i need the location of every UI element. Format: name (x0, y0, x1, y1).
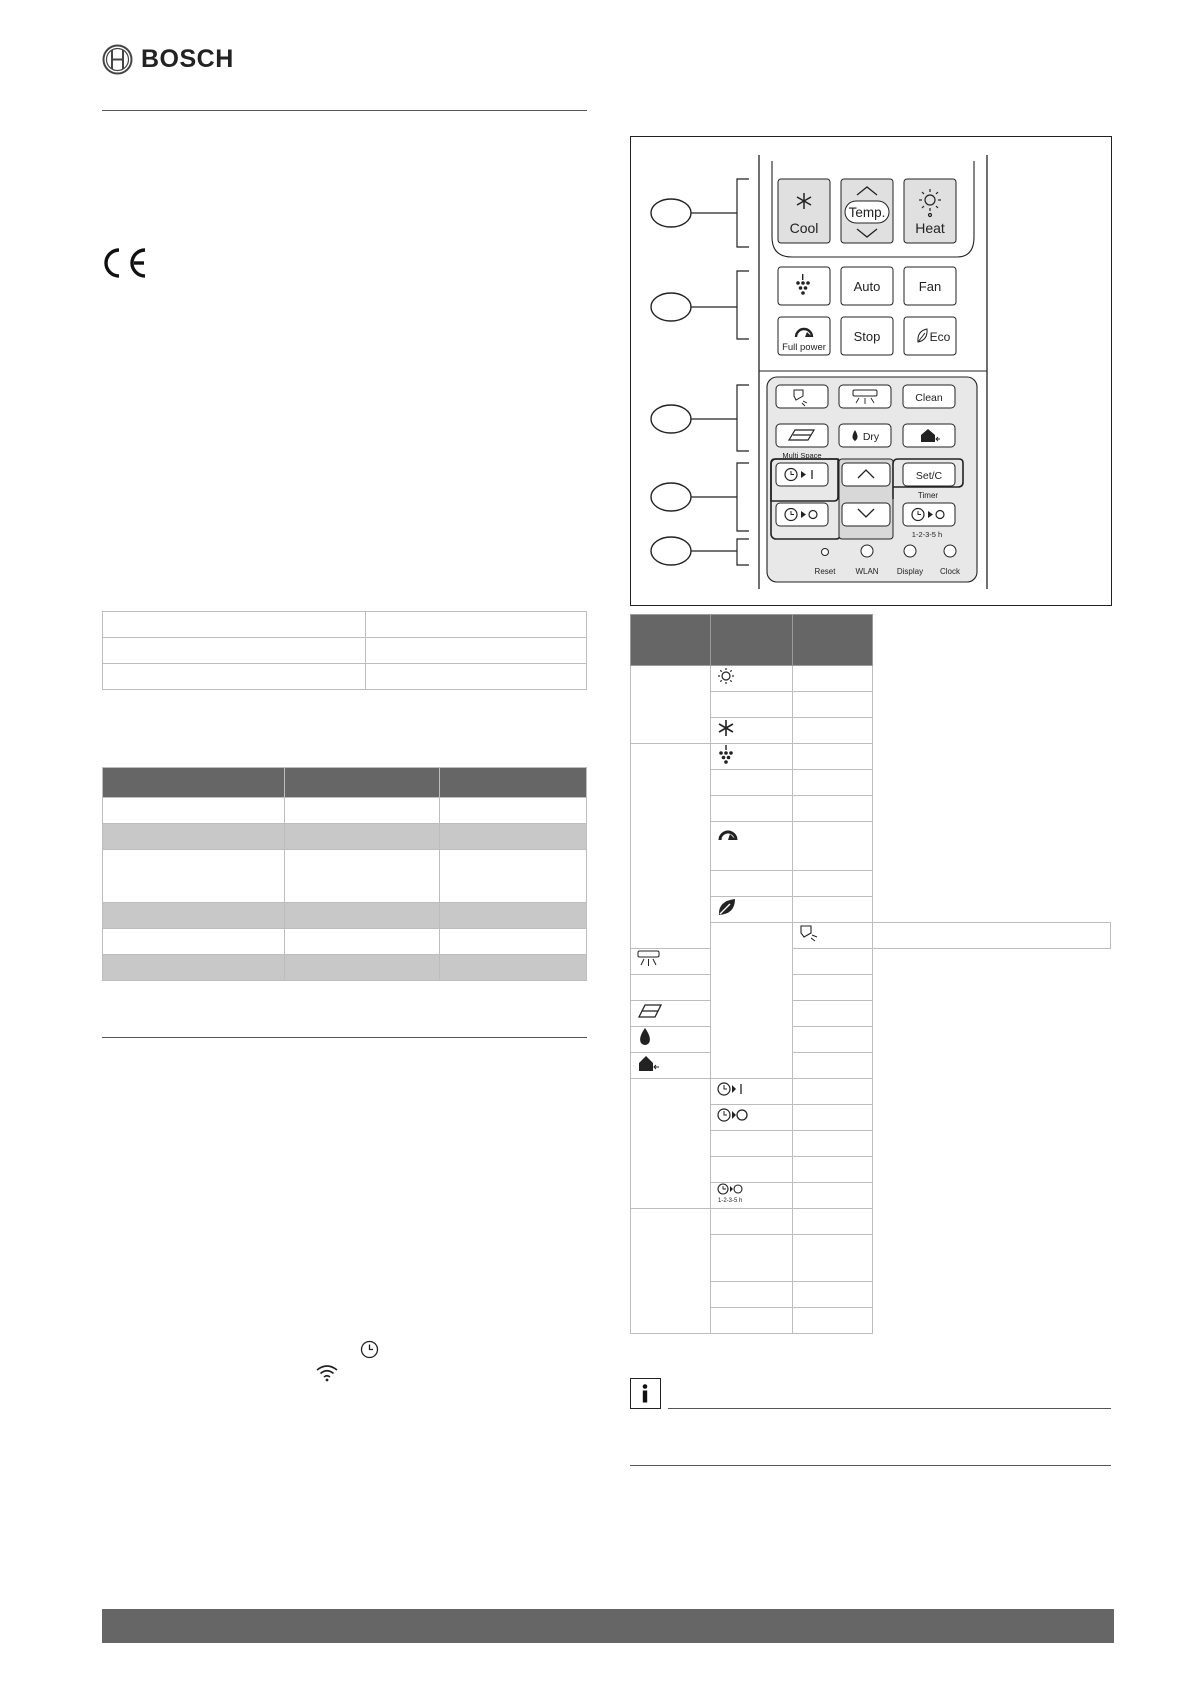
grape-icon (717, 744, 735, 764)
table-row (631, 1053, 1111, 1079)
display-hole (904, 545, 916, 557)
table-row (103, 798, 587, 824)
hours-label: 1-2-3-5 h (911, 530, 943, 539)
table-header-cell (631, 615, 711, 666)
stop-label: Stop (853, 329, 881, 344)
table-cell (366, 612, 587, 638)
table-row (631, 666, 1111, 692)
table-header-cell (285, 768, 440, 798)
table-row (631, 1001, 1111, 1027)
multi-space-icon (637, 1003, 663, 1019)
table-row (631, 1079, 1111, 1105)
table-row (103, 929, 587, 955)
clean-label: Clean (915, 392, 943, 404)
bosch-logo-icon (102, 44, 133, 75)
table-header-row (631, 615, 1111, 666)
timer-down-button (842, 503, 890, 526)
leaf-icon (717, 897, 737, 917)
sun-icon (717, 667, 735, 685)
table-cell (366, 664, 587, 690)
temp-label: Temp. (848, 205, 886, 220)
footer-bar (102, 1609, 1114, 1643)
timer-on-icon (717, 1081, 745, 1097)
timer-off-icon (717, 1107, 749, 1123)
spec-table (102, 611, 587, 690)
swing-horizontal-icon (637, 950, 661, 968)
table-header-cell (711, 615, 793, 666)
remote-control-figure (630, 136, 1112, 606)
timer-up-button (842, 463, 890, 486)
multi-space-label: Multi Space (782, 451, 822, 460)
table-row (103, 824, 587, 850)
table-cell (103, 664, 366, 690)
table-header-cell (103, 768, 285, 798)
table-row (103, 850, 587, 903)
table-cell (366, 638, 587, 664)
info-rule (668, 1408, 1111, 1409)
table-row (631, 1209, 1111, 1235)
button-legend-table (630, 614, 1111, 1334)
ce-mark-icon (101, 246, 149, 280)
sleep-timer-icon (717, 1183, 747, 1203)
drop-icon (637, 1027, 653, 1047)
reset-hole (822, 549, 829, 556)
dry-label: Dry (862, 431, 880, 443)
header-rule (102, 110, 587, 111)
brand-name: BOSCH (141, 45, 234, 73)
swing-icon (799, 924, 821, 942)
auto-label: Auto (853, 279, 881, 294)
info-icon (630, 1378, 661, 1409)
info-end-rule (630, 1465, 1111, 1466)
home-icon (637, 1054, 661, 1072)
table-header-cell (793, 615, 873, 666)
wlan-label: WLAN (855, 567, 879, 576)
table-row (103, 664, 587, 690)
clock-icon (360, 1340, 379, 1359)
table-header-cell (440, 768, 587, 798)
table-cell (103, 638, 366, 664)
ce-mark (101, 246, 149, 285)
clock-label: Clock (939, 567, 961, 576)
sleep-hours-label: 1-2-3-5 h (718, 1198, 743, 1203)
table-row (103, 612, 587, 638)
technical-data-table (102, 767, 587, 981)
table-row (103, 638, 587, 664)
table-row (103, 955, 587, 981)
full-power-icon (717, 826, 739, 844)
brand-header (102, 44, 234, 75)
wifi-icon (315, 1364, 339, 1382)
clock-hole (944, 545, 956, 557)
section-rule (102, 1037, 587, 1038)
table-row (631, 744, 1111, 770)
cool-label: Cool (789, 220, 819, 236)
snowflake-icon (717, 719, 735, 737)
remote-control-diagram (631, 137, 1111, 605)
eco-label: Eco (929, 330, 951, 344)
table-row (631, 1027, 1111, 1053)
fan-label: Fan (918, 279, 942, 294)
table-row (631, 949, 1111, 975)
table-row (631, 975, 1111, 1001)
timer-label: Timer (917, 491, 939, 500)
table-cell (103, 612, 366, 638)
display-label: Display (896, 567, 924, 576)
wlan-hole (861, 545, 873, 557)
table-header-row (103, 768, 587, 798)
set-c-label: Set/C (915, 470, 943, 482)
grape-mode-button (778, 267, 830, 305)
heat-label: Heat (915, 220, 945, 236)
full-power-label: Full power (782, 342, 826, 353)
reset-label: Reset (814, 567, 836, 576)
table-row (103, 903, 587, 929)
callout-group (651, 199, 691, 565)
